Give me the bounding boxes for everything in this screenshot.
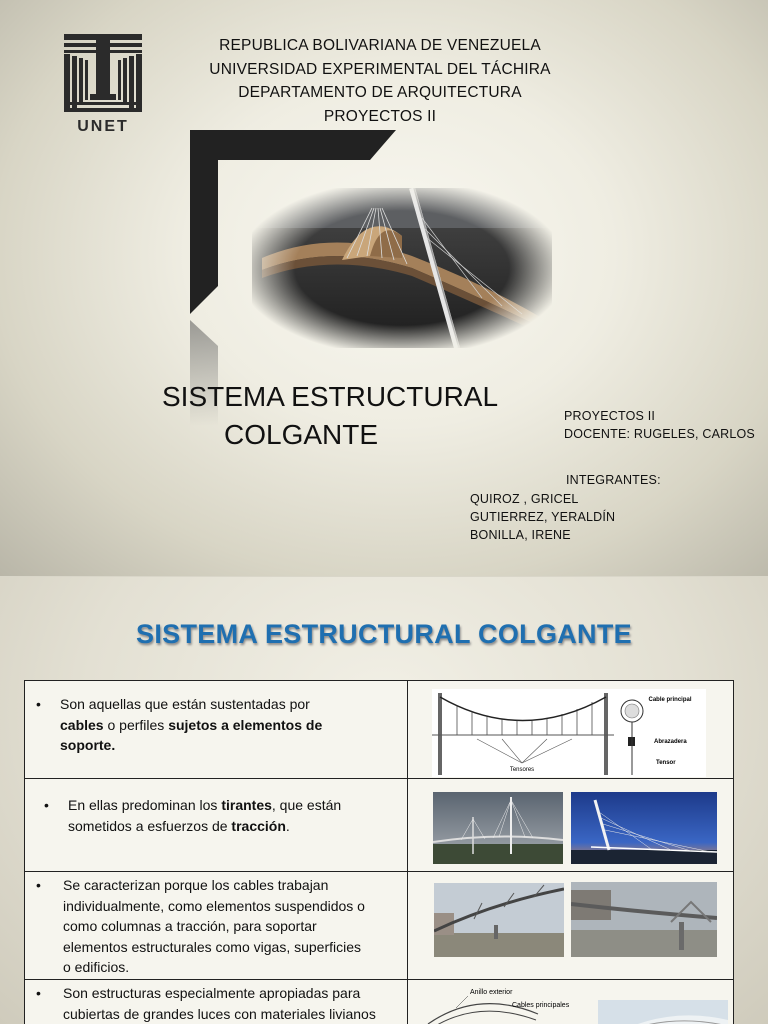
diagram-label: Anillo exterior xyxy=(470,989,513,996)
text-line: Se caracterizan porque los cables trabajan xyxy=(63,877,329,893)
text-line: cubiertas de grandes luces con materiales livianos xyxy=(63,1005,376,1022)
institution-header xyxy=(180,34,580,128)
text-line: individualmente, como elementos suspendidos o xyxy=(63,897,365,914)
content-slide xyxy=(0,577,768,1024)
table-row xyxy=(25,681,733,779)
cable-stayed-bridge-photo xyxy=(433,792,563,864)
member-name: BONILLA, IRENE xyxy=(470,528,571,542)
header-line: DEPARTAMENTO DE ARQUITECTURA xyxy=(238,84,522,101)
text-line: Son estructuras especialmente apropiadas para xyxy=(63,985,361,1001)
harp-bridge-night-photo xyxy=(571,792,717,864)
bold-text: tirantes xyxy=(221,797,272,813)
member-name: QUIROZ , GRICEL xyxy=(470,492,579,506)
row-image-cell xyxy=(408,681,733,778)
diagram-label: Cables principales xyxy=(512,1002,570,1009)
row-image-cell xyxy=(408,779,733,871)
member-name: GUTIERREZ, YERALDÍN xyxy=(470,510,616,524)
footbridge-photo xyxy=(571,882,717,957)
members-label: INTEGRANTES: xyxy=(566,473,661,487)
content-table xyxy=(24,680,734,1024)
bullet: • xyxy=(36,985,41,1001)
suspension-cable-diagram xyxy=(432,689,706,777)
text-span: sometidos a esfuerzos de xyxy=(68,817,232,834)
diagram-label: Abrazadera xyxy=(654,739,687,745)
slide-title: SISTEMA ESTRUCTURAL COLGANTE xyxy=(136,619,632,649)
row-image-cell xyxy=(408,980,733,1024)
bold-text: soporte. xyxy=(60,737,116,753)
stadium-roof-photo xyxy=(598,1000,728,1024)
row-image-cell xyxy=(408,872,733,979)
bold-text: sujetos a elementos de xyxy=(168,716,323,733)
row-paragraph xyxy=(63,983,376,1024)
cable-roof-diagram xyxy=(418,984,598,1024)
text-span: o perfiles xyxy=(103,716,169,733)
presentation-title xyxy=(150,378,510,454)
header-line: UNIVERSIDAD EXPERIMENTAL DEL TÁCHIRA xyxy=(209,60,551,78)
row-paragraph xyxy=(68,795,341,836)
text-line: o edificios. xyxy=(63,959,130,975)
diagram-label: Cable principal xyxy=(648,697,692,703)
logo-text: UNET xyxy=(77,118,129,134)
text-line xyxy=(60,735,322,756)
table-row xyxy=(25,980,733,1024)
diagram-label: Tensores xyxy=(509,767,535,773)
members-list xyxy=(470,490,615,544)
millennium-bridge-photo xyxy=(434,883,564,957)
bold-text: cables xyxy=(60,716,104,733)
bridge-render-photo xyxy=(252,188,552,348)
text-span: En ellas predominan los xyxy=(68,797,222,813)
title-line: COLGANTE xyxy=(224,419,379,450)
row-text xyxy=(25,779,408,871)
text-line: Son aquellas que están sustentadas por xyxy=(60,696,310,712)
row-text xyxy=(25,681,408,778)
row-text xyxy=(25,872,408,979)
bullet: • xyxy=(36,696,41,712)
diagram-label: Tensor xyxy=(656,760,676,766)
teacher-name: DOCENTE: RUGELES, CARLOS xyxy=(564,427,755,441)
title-line: SISTEMA ESTRUCTURAL xyxy=(162,381,499,412)
table-row xyxy=(25,779,733,872)
text-line xyxy=(60,715,322,736)
text-span: . xyxy=(285,817,290,834)
text-line: como columnas a tracción, para soportar xyxy=(63,918,317,934)
row-text xyxy=(25,980,408,1024)
course-name: PROYECTOS II xyxy=(564,409,656,423)
text-line: elementos estructurales como vigas, superficies xyxy=(63,938,362,955)
unet-logo xyxy=(60,32,146,134)
header-line: PROYECTOS II xyxy=(323,107,437,125)
table-row xyxy=(25,872,733,980)
text-span: , que están xyxy=(271,797,342,813)
header-line: REPUBLICA BOLIVARIANA DE VENEZUELA xyxy=(219,37,541,54)
text-line xyxy=(68,795,341,816)
bullet: • xyxy=(44,797,49,813)
bullet: • xyxy=(36,877,41,893)
row-paragraph xyxy=(63,875,365,978)
row-paragraph xyxy=(60,694,322,756)
course-info xyxy=(564,407,755,443)
bold-text: tracción xyxy=(231,817,286,834)
text-line xyxy=(68,816,341,837)
